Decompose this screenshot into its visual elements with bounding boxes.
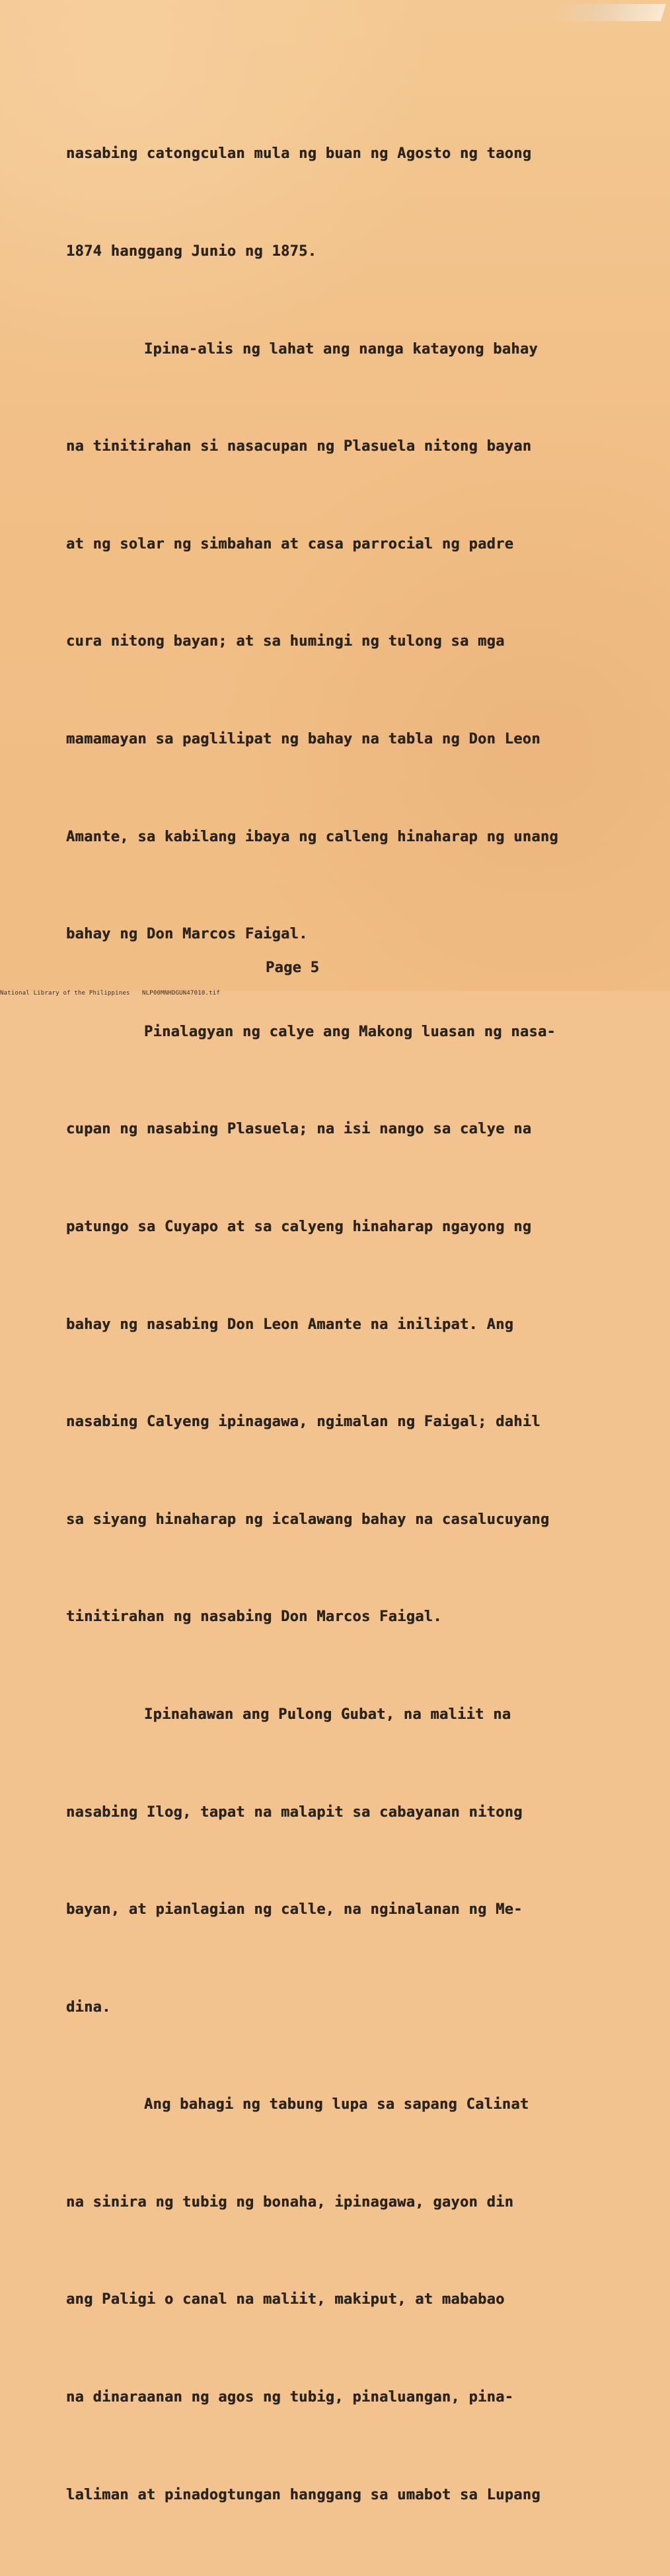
document-line: mamamayan sa paglilipat ng bahay na tabla ng Don Leon — [66, 730, 540, 747]
footer-file-name: NLP00MNHDGUN47010.tif — [142, 990, 220, 997]
document-body — [66, 73, 608, 2576]
document-line: Ipina-alis ng lahat ang nanga katayong bahay — [144, 340, 538, 358]
document-line: bayan, at pianlagian ng calle, na nginalanan ng Me- — [66, 1901, 523, 1918]
document-line: cura nitong bayan; at sa humingi ng tulong sa mga — [66, 633, 505, 650]
document-line: ang Paligi o canal na maliit, makiput, at mababao — [66, 2291, 505, 2308]
document-line: nasabing Calyeng ipinagawa, ngimalan ng Faigal; dahil — [66, 1414, 540, 1431]
document-line: na dinaraanan ng agos ng tubig, pinaluangan, pina- — [66, 2389, 514, 2406]
document-line: laliman at pinadogtungan hanggang sa umabot sa Lupang — [66, 2486, 540, 2503]
document-line: sa siyang hinaharap ng icalawang bahay na casalucuyang — [66, 1511, 550, 1528]
document-line: Ipinahawan ang Pulong Gubat, na maliit na — [144, 1706, 511, 1723]
document-line: na tinitirahan si nasacupan ng Plasuela nitong bayan — [66, 438, 532, 455]
document-line: at ng solar ng simbahan at casa parrocial ng padre — [66, 535, 514, 552]
document-line: bahay ng nasabing Don Leon Amante na inilipat. Ang — [66, 1316, 514, 1333]
document-line: Ang bahagi ng tabung lupa sa sapang Calinat — [144, 2096, 529, 2113]
scan-smudge — [548, 4, 666, 21]
document-line: Amante, sa kabilang ibaya ng calleng hinaharap ng unang — [66, 828, 558, 845]
document-line: bahay ng Don Marcos Faigal. — [66, 926, 308, 943]
page-number: Page 5 — [266, 960, 320, 976]
document-line: nasabing Ilog, tapat na malapit sa cabayanan nitong — [66, 1803, 523, 1821]
document-line: patungo sa Cuyapo at sa calyeng hinaharap ngayong ng — [66, 1218, 532, 1235]
document-line: dina. — [66, 1998, 111, 2016]
document-line: na sinira ng tubig ng bonaha, ipinagawa, gayon din — [66, 2193, 514, 2211]
document-line: 1874 hanggang Junio ng 1875. — [66, 243, 317, 260]
footer-library-name: National Library of the Philippines — [0, 990, 130, 997]
document-line: Pinalagyan ng calye ang Makong luasan ng nasa- — [144, 1023, 556, 1040]
document-line: tinitirahan ng nasabing Don Marcos Faigal. — [66, 1609, 442, 1626]
document-line: cupan ng nasabing Plasuela; na isi nango sa calye na — [66, 1121, 532, 1138]
document-line: nasabing catongculan mula ng buan ng Agosto ng taong — [66, 145, 532, 163]
